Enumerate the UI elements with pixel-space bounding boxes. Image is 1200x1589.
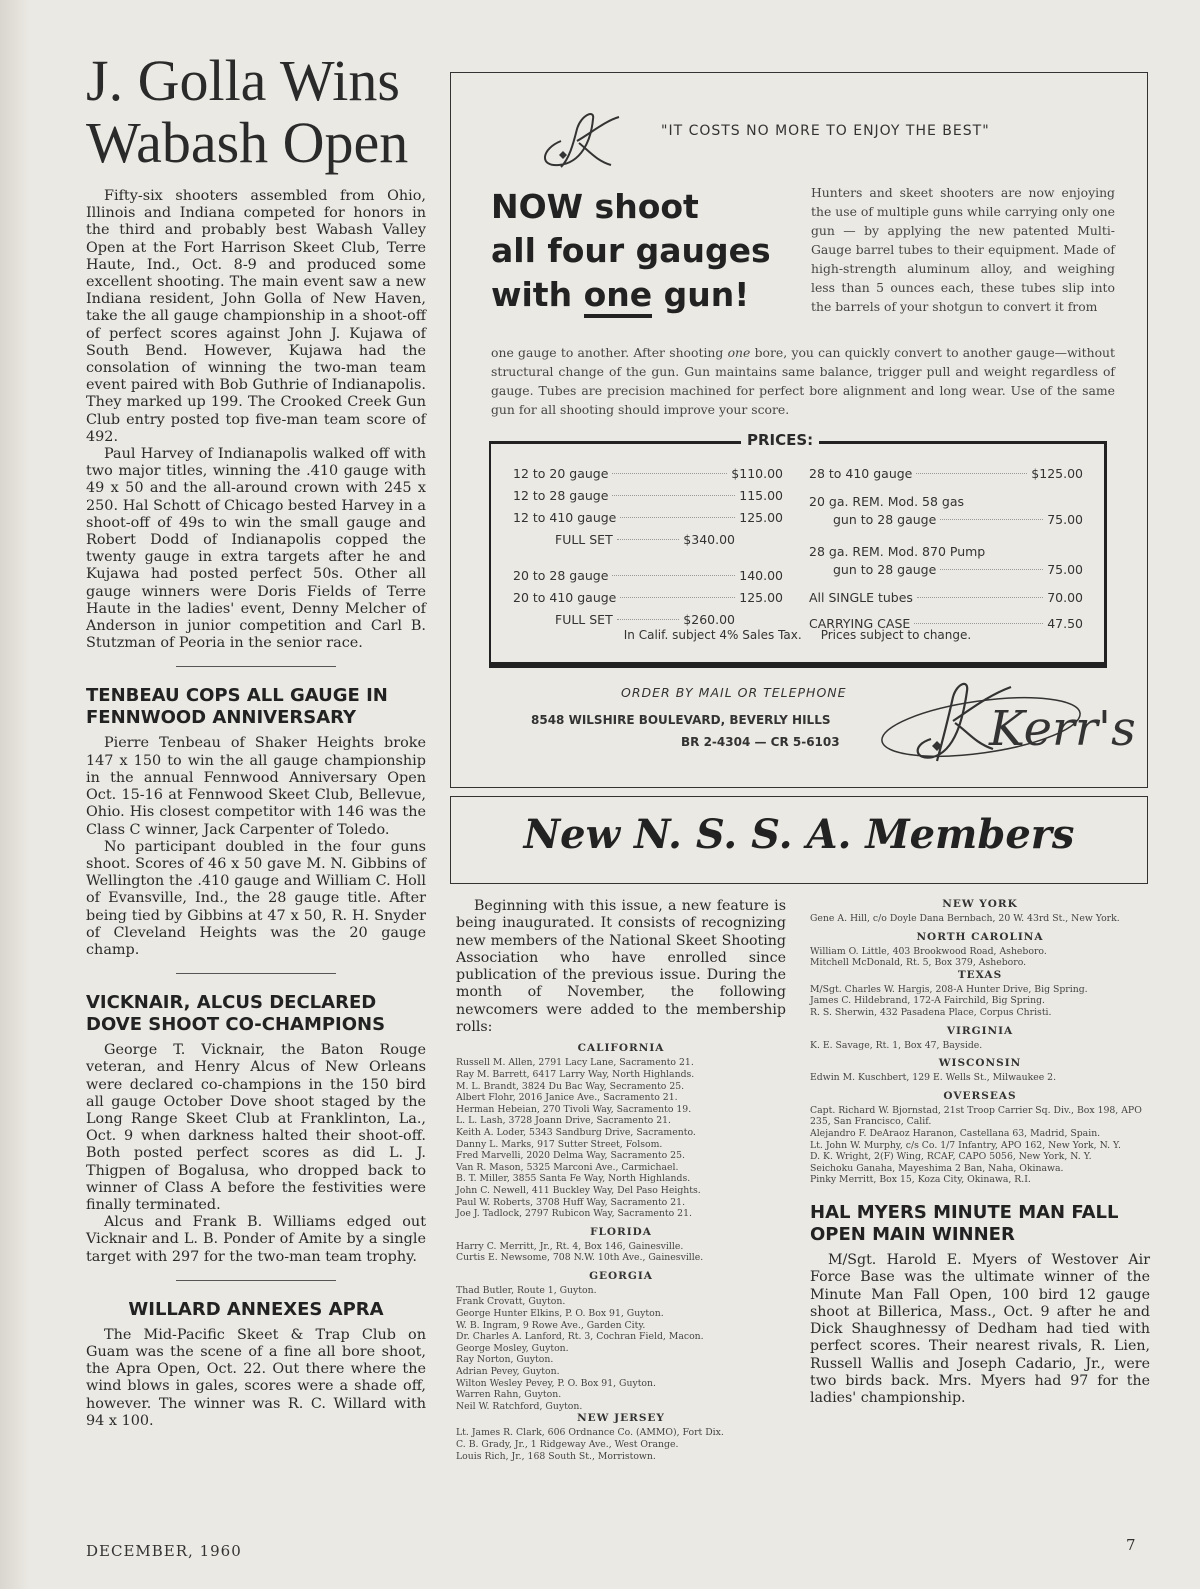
member-entry: John C. Newell, 411 Buckley Way, Del Paso Heights. [456, 1184, 701, 1196]
price-value: 125.00 [739, 510, 783, 525]
member-entry: Ray Norton, Guyton. [456, 1354, 554, 1366]
price-row-total [513, 532, 735, 554]
state-heading: OVERSEAS [943, 1089, 1017, 1102]
members-column-2 [810, 898, 1150, 1408]
state-heading: GEORGIA [589, 1269, 653, 1282]
ad-headline-line: all four gauges [491, 231, 771, 270]
vicknair-heading: VICKNAIR, ALCUS DECLARED DOVE SHOOT CO-CHAMPIONS [86, 992, 386, 1036]
state-group [810, 1090, 1150, 1186]
price-row [513, 466, 783, 488]
state-group [810, 931, 1150, 969]
member-entry: Neil W. Ratchford, Guyton. [456, 1400, 583, 1412]
price-row [809, 512, 1083, 534]
ad-description: Hunters and skeet shooters are now enjoying the use of multiple guns while carrying only one gun — by applying the new patented Multi-Gauge barrel tubes to their equipment. Made of high-strength aluminum alloy, and weighing less than 5 ounces each, these tubes slip into the barrels of your shotgun to convert it from [811, 185, 1115, 314]
state-heading: TEXAS [957, 968, 1003, 981]
ad-headline [491, 185, 771, 317]
price-label: gun to 28 gauge [833, 512, 937, 527]
member-entry: Keith A. Loder, 5343 Sandburg Drive, Sacramento. [456, 1126, 696, 1138]
price-row [809, 590, 1083, 612]
ad-headline-line: NOW shoot [491, 187, 699, 226]
page-gutter [0, 0, 30, 1589]
state-heading: NEW JERSEY [577, 1412, 665, 1425]
member-entry: Seichoku Ganaha, Mayeshima 2 Ban, Naha, Okinawa. [810, 1162, 1064, 1174]
price-value: 140.00 [739, 568, 783, 583]
price-value: $340.00 [683, 532, 735, 547]
price-row [513, 568, 783, 590]
price-label: CARRYING CASE [809, 616, 911, 631]
member-entry: Van R. Mason, 5325 Marconi Ave., Carmichael. [456, 1161, 679, 1173]
member-entry: Wilton Wesley Pevey, P. O. Box 91, Guyton. [456, 1377, 656, 1389]
vicknair-paragraph: Alcus and Frank B. Williams edged out Vicknair and L. B. Ponder of Amite by a single target with 297 for the two-man team trophy. [86, 1214, 426, 1265]
state-heading: NEW YORK [942, 898, 1018, 910]
price-label: 12 to 20 gauge [513, 466, 609, 481]
state-group [810, 969, 1150, 1019]
member-entry: Lt. James R. Clark, 606 Ordnance Co. (AMMO), Fort Dix. [456, 1427, 724, 1439]
kerrs-k-logo-icon [531, 111, 631, 171]
section-divider [176, 666, 336, 667]
member-entry: Paul W. Roberts, 3708 Huff Way, Sacramento 21. [456, 1196, 686, 1208]
price-label: 20 to 410 gauge [513, 590, 617, 605]
order-address: 8548 WILSHIRE BOULEVARD, BEVERLY HILLS [531, 713, 831, 727]
issue-date: DECEMBER, 1960 [86, 1542, 242, 1560]
section-divider [176, 973, 336, 974]
members-column-1 [456, 898, 786, 1462]
kerrs-brand-text: Kerr's [989, 701, 1136, 757]
price-label: 20 to 28 gauge [513, 568, 609, 583]
member-entry: Pinky Merritt, Box 15, Koza City, Okinawa, R.I. [810, 1174, 1031, 1186]
ad-text-emphasis: one [727, 345, 751, 360]
order-instructions: ORDER BY MAIL OR TELEPHONE [621, 685, 847, 700]
price-column-right [809, 466, 1083, 638]
price-row [513, 590, 783, 612]
order-phone: BR 2-4304 — CR 5-6103 [681, 735, 840, 749]
ad-headline-line [491, 273, 771, 317]
price-label: FULL SET [555, 532, 613, 547]
price-notes [491, 628, 1104, 642]
price-row [809, 466, 1083, 488]
members-intro: Beginning with this issue, a new feature is being inaugurated. It consists of recognizing new members of the National Skeet Shooting Association who have enrolled since publication of the previous issue. During the month of November, the following newcomers were added to the membership rolls: [456, 898, 786, 1036]
vicknair-paragraph: George T. Vicknair, the Baton Rouge veteran, and Henry Alcus of New Orleans were declared co-champions in the 150 bird all gauge October Dove shoot staged by the Long Range Skeet Club at Franklinton, La., Oct. 9 when darkness halted their shoot-off. Both posted perfect scores as did L. J. Thigpen of Bogalusa, who dropped back to winner of Class A before the festivities were finally terminated. [86, 1042, 426, 1213]
state-group [810, 1057, 1150, 1084]
members-title-box [450, 796, 1148, 884]
ad-headline-emphasis: one [584, 275, 653, 318]
price-column-left [513, 466, 783, 634]
price-row [809, 562, 1083, 584]
tenbeau-paragraph: No participant doubled in the four guns shoot. Scores of 46 x 50 gave M. N. Gibbins of Wellington the .410 gauge and William C. Holl of Evansville, Ind., the 28 gauge title. After being tied by Gibbins at 47 x 50, R. H. Snyder of Cleveland Heights was the 20 gauge champ. [86, 838, 426, 958]
member-entry: Albert Flohr, 2016 Janice Ave., Sacramento 21. [456, 1092, 678, 1104]
myers-heading: HAL MYERS MINUTE MAN FALL OPEN MAIN WINNER [810, 1201, 1119, 1245]
member-entry: Russell M. Allen, 2791 Lacy Lane, Sacramento 21. [456, 1057, 694, 1069]
member-entry: Danny L. Marks, 917 Sutter Street, Folsom. [456, 1138, 663, 1150]
ad-description-continued [491, 343, 1115, 419]
state-group [810, 1025, 1150, 1052]
price-note: In Calif. subject 4% Sales Tax. [623, 628, 802, 642]
state-heading: FLORIDA [590, 1225, 652, 1238]
left-column [86, 50, 426, 1430]
member-entry: Curtis E. Newsome, 708 N.W. 10th Ave., Gainesville. [456, 1252, 704, 1264]
price-value: $110.00 [731, 466, 783, 481]
member-entry: Adrian Pevey, Guyton. [456, 1366, 560, 1378]
ad-headline-part: with [491, 275, 584, 314]
member-entry: Capt. Richard W. Bjornstad, 21st Troop Carrier Sq. Div., Box 198, APO 235, San Francisco, Calif. [810, 1104, 1142, 1128]
article-paragraph: Paul Harvey of Indianapolis walked off with two major titles, winning the .410 gauge with 49 x 50 and the all-around crown with 245 x 250. Hal Schott of Chicago bested Harvey in a shoot-off of 49s to win the small gauge and Robert Dodd of Indianapolis copped the twenty gauge in extra targets after he and Kujawa had posted perfect 50s. Other all gauge winners were Doris Fields of Terre Haute in the ladies' event, Denny Melcher of Anderson in junior competition and Carl B. Stutzman of Peoria in the senior race. [86, 446, 426, 652]
price-list-title: PRICES: [741, 431, 819, 449]
ad-text-part: one gauge to another. After shooting [491, 345, 728, 360]
state-heading: NORTH CAROLINA [916, 930, 1044, 943]
members-title: New N. S. S. A. Members [523, 811, 1075, 858]
section-divider [176, 1280, 336, 1281]
price-row [809, 494, 1083, 512]
member-entry: Dr. Charles A. Lanford, Rt. 3, Cochran Field, Macon. [456, 1331, 704, 1343]
price-label: FULL SET [555, 612, 613, 627]
member-entry: Warren Rahn, Guyton. [456, 1389, 562, 1401]
kerrs-advertisement [450, 72, 1148, 788]
price-value: 75.00 [1047, 512, 1083, 527]
price-row [809, 544, 1083, 562]
price-note: Prices subject to change. [820, 628, 972, 642]
member-entry: Lt. John W. Murphy, c/s Co. 1/7 Infantry, APO 162, New York, N. Y. [810, 1139, 1121, 1151]
myers-paragraph: M/Sgt. Harold E. Myers of Westover Air Force Base was the ultimate winner of the Minute Man Fall Open, 100 bird 12 gauge shoot at Billerica, Mass., Oct. 9 after he and Dick Shaughnessy of Dedham had tied with perfect scores. Their nearest rivals, R. Lien, Russell Wallis and Joseph Cadario, Jr., were two birds back. Mrs. Myers had 97 for the ladies' championship. [810, 1251, 1150, 1407]
price-row [513, 488, 783, 510]
state-heading: CALIFORNIA [577, 1042, 665, 1055]
state-group [456, 1412, 786, 1462]
member-entry: L. L. Lash, 3728 Joann Drive, Sacramento 21. [456, 1115, 671, 1127]
member-entry: C. B. Grady, Jr., 1 Ridgeway Ave., West Orange. [456, 1439, 679, 1450]
price-list-border [489, 662, 1107, 668]
member-entry: Frank Crovatt, Guyton. [456, 1296, 566, 1308]
member-entry: William O. Little, 403 Brookwood Road, Asheboro. [810, 945, 1047, 957]
tenbeau-heading: TENBEAU COPS ALL GAUGE IN FENNWOOD ANNIVERSARY [86, 685, 388, 729]
member-entry: M. L. Brandt, 3824 Du Bac Way, Secramento 25. [456, 1080, 685, 1092]
member-entry: Herman Hebeian, 270 Tivoli Way, Sacramento 19. [456, 1103, 692, 1115]
member-entry: D. K. Wright, 2(F) Wing, RCAF, CAPO 5056, New York, N. Y. [810, 1151, 1092, 1163]
ad-headline-part: gun! [652, 275, 750, 314]
kerrs-brand-logo-icon [871, 669, 1136, 769]
member-entry: Louis Rich, Jr., 168 South St., Morristown. [456, 1450, 656, 1462]
member-entry: W. B. Ingram, 9 Rowe Ave., Garden City. [456, 1319, 646, 1331]
willard-heading: WILLARD ANNEXES APRA [128, 1298, 384, 1320]
member-entry: Edwin M. Kuschbert, 129 E. Wells St., Milwaukee 2. [810, 1072, 1057, 1084]
page-number: 7 [1126, 1536, 1136, 1554]
member-entry: Ray M. Barrett, 6417 Larry Way, North Highlands. [456, 1068, 695, 1080]
price-row [513, 510, 783, 532]
member-entry: Thad Butler, Route 1, Guyton. [456, 1284, 597, 1296]
price-value: 115.00 [739, 488, 783, 503]
price-value: 70.00 [1047, 590, 1083, 605]
member-entry: James C. Hildebrand, 172-A Fairchild, Big Spring. [810, 995, 1045, 1007]
tenbeau-paragraph: Pierre Tenbeau of Shaker Heights broke 147 x 150 to win the all gauge championship in the annual Fennwood Anniversary Open Oct. 15-16 at Fennwood Skeet Club, Bellevue, Ohio. His closest competitor with 146 was the Class C winner, Jack Carpenter of Toledo. [86, 735, 426, 838]
member-entry: Mitchell McDonald, Rt. 5, Box 379, Asheboro. [810, 957, 1027, 969]
member-entry: Harry C. Merritt, Jr., Rt. 4, Box 146, Gainesville. [456, 1240, 684, 1252]
state-group [456, 1270, 786, 1413]
article-headline: J. Golla Wins Wabash Open [86, 48, 409, 175]
member-entry: Fred Marvelli, 2020 Delma Way, Sacramento 25. [456, 1150, 685, 1162]
price-value: 125.00 [739, 590, 783, 605]
price-label: 28 to 410 gauge [809, 466, 913, 481]
state-group [456, 1042, 786, 1219]
price-value: $125.00 [1031, 466, 1083, 481]
ad-tagline: "IT COSTS NO MORE TO ENJOY THE BEST" [661, 123, 990, 139]
member-entry: B. T. Miller, 3855 Santa Fe Way, North Highlands. [456, 1173, 691, 1185]
willard-paragraph: The Mid-Pacific Skeet & Trap Club on Guam was the scene of a fine all bore shoot, the Apra Open, Oct. 22. Out there where the wind blows in gales, scores were a shade off, however. The winner was R. C. Willard with 94 x 100. [86, 1326, 426, 1429]
member-entry: R. S. Sherwin, 432 Pasadena Place, Corpus Christi. [810, 1006, 1052, 1018]
member-entry: Alejandro F. DeAraoz Haranon, Castellana 63, Madrid, Spain. [810, 1127, 1101, 1139]
ad-text-part: bore, you can quickly convert to another gauge—without structural change of the gun. Gun maintains same balance, trigger pull and weight regardless of gauge. Tubes are precision machined for perfect bore alignment and long wear. Use of the same gun for all shooting should improve your score. [491, 345, 1115, 417]
price-value: $260.00 [683, 612, 735, 627]
member-entry: K. E. Savage, Rt. 1, Box 47, Bayside. [810, 1039, 983, 1051]
price-value: 75.00 [1047, 562, 1083, 577]
price-label: 12 to 410 gauge [513, 510, 617, 525]
article-paragraph: Fifty-six shooters assembled from Ohio, Illinois and Indiana competed for honors in the third and probably best Wabash Valley Open at the Fort Harrison Skeet Club, Terre Haute, Ind., Oct. 8-9 and produced some excellent shooting. The main event saw a new Indiana resident, John Golla of New Haven, take the all gauge championship in a shoot-off of perfect scores against John J. Kujawa of South Bend. However, Kujawa had the consolation of winning the two-man team event paired with Bob Guthrie of Indianapolis. They marked up 199. The Crooked Creek Gun Club entry posted top five-man team score of 492. [86, 188, 426, 445]
price-label: All SINGLE tubes [809, 590, 913, 605]
price-label: 20 ga. REM. Mod. 58 gas [809, 494, 965, 509]
state-heading: VIRGINIA [946, 1024, 1014, 1037]
member-entry: M/Sgt. Charles W. Hargis, 208-A Hunter Drive, Big Spring. [810, 983, 1088, 995]
state-group [456, 1226, 786, 1264]
price-list [489, 431, 1107, 665]
member-entry: Gene A. Hill, c/o Doyle Dana Bernbach, 20 W. 43rd St., New York. [810, 913, 1120, 924]
price-label: 28 ga. REM. Mod. 870 Pump [809, 544, 986, 559]
member-entry: George Mosley, Guyton. [456, 1342, 569, 1354]
price-value: 47.50 [1047, 616, 1083, 631]
member-entry: Joe J. Tadlock, 2797 Rubicon Way, Sacramento 21. [456, 1208, 692, 1220]
state-group [810, 898, 1150, 925]
member-entry: George Hunter Elkins, P. O. Box 91, Guyton. [456, 1308, 664, 1320]
state-heading: WISCONSIN [938, 1057, 1022, 1070]
price-label: gun to 28 gauge [833, 562, 937, 577]
price-label: 12 to 28 gauge [513, 488, 609, 503]
